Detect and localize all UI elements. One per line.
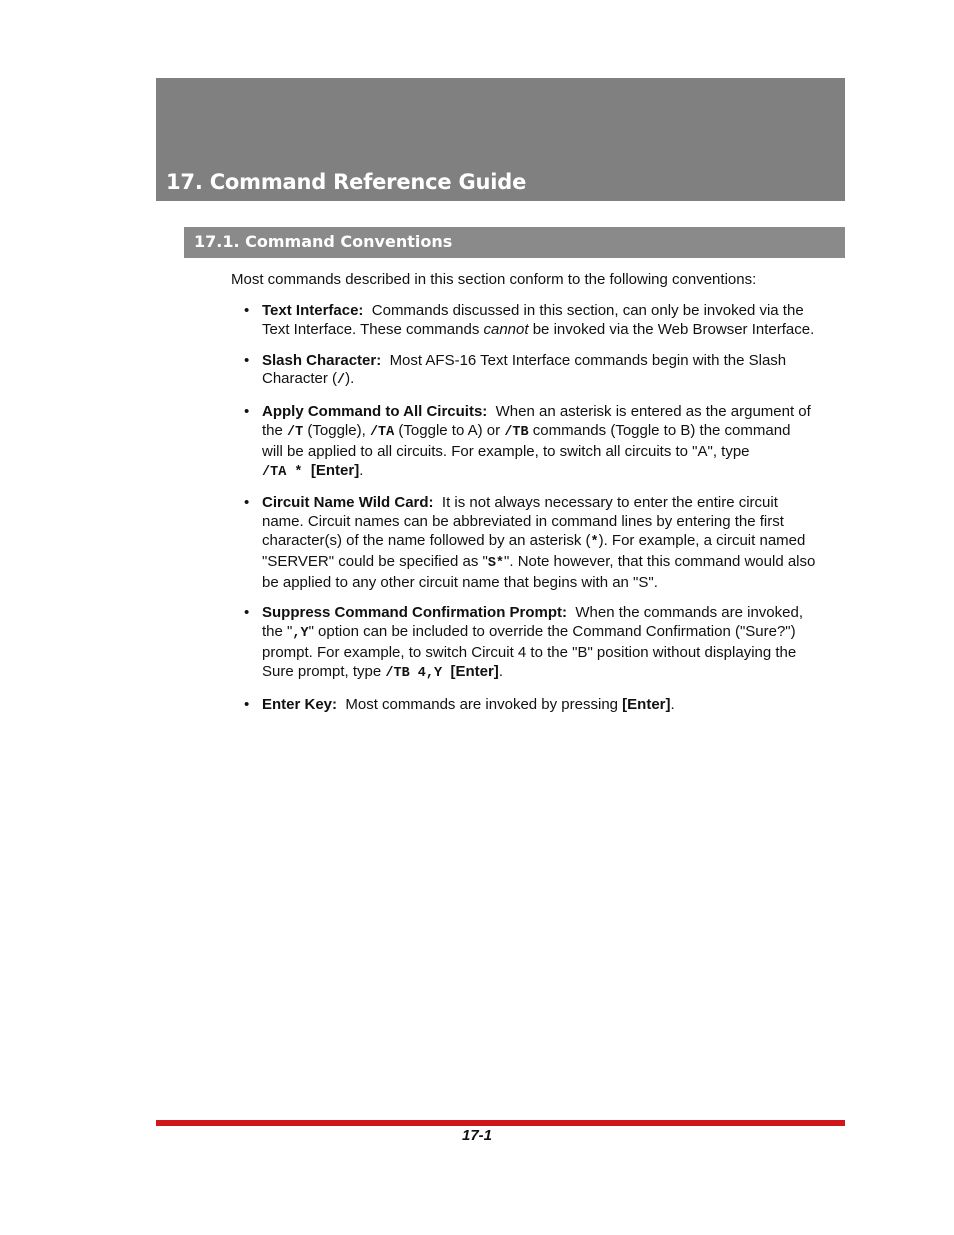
line — [262, 513, 847, 532]
line — [262, 443, 847, 462]
bullet-icon: • — [244, 604, 250, 622]
command-code: /TA * — [262, 464, 303, 480]
text: ". Note however, that this command would also — [504, 552, 816, 570]
line — [262, 663, 847, 684]
chapter-title: 17. Command Reference Guide — [166, 170, 527, 194]
line — [262, 352, 847, 371]
convention-suppress-confirmation — [244, 604, 847, 683]
command-code: * — [590, 534, 599, 550]
text: be invoked via the Web Browser Interface. — [528, 320, 815, 338]
convention-slash-character — [244, 352, 847, 392]
line — [262, 370, 847, 391]
line — [262, 604, 847, 623]
convention-term: Suppress Command Confirmation Prompt: — [262, 604, 568, 622]
text: Sure prompt, type — [262, 662, 386, 680]
convention-term: Slash Character: — [262, 351, 382, 369]
command-code: /T — [287, 424, 304, 440]
conventions-list — [244, 302, 847, 726]
convention-enter-key — [244, 696, 847, 715]
line — [262, 462, 847, 483]
emphasis: cannot — [483, 320, 529, 338]
convention-term: Text Interface: — [262, 302, 364, 319]
text: When the commands are invoked, — [575, 604, 803, 622]
convention-wild-card — [244, 494, 847, 592]
bullet-icon: • — [244, 403, 250, 421]
line — [262, 553, 847, 574]
bullet-icon: • — [244, 302, 250, 319]
line — [262, 532, 847, 553]
text: name. Circuit names can be abbreviated in command lines by entering the first — [262, 513, 784, 531]
text: "SERVER" could be specified as " — [262, 552, 488, 570]
text: (Toggle to A) or — [394, 421, 505, 439]
text: will be applied to all circuits. For example, to switch all circuits to "A", type — [262, 442, 750, 460]
line — [262, 302, 847, 321]
text: commands (Toggle to B) the command — [528, 421, 791, 439]
key-label: [Enter] — [450, 662, 499, 680]
text: " option can be included to override the Command Confirmation ("Sure?") — [308, 623, 796, 641]
text: When an asterisk is entered as the argument of — [495, 403, 811, 421]
command-code: ,Y — [292, 626, 309, 642]
line — [262, 321, 847, 340]
text: the " — [262, 623, 293, 641]
convention-text-interface — [244, 302, 847, 340]
text: . — [498, 662, 503, 680]
section-title: 17.1. Command Conventions — [194, 232, 453, 251]
line — [262, 644, 847, 663]
text: (Toggle), — [303, 421, 370, 439]
text: Commands discussed in this section, can only be invoked via the — [371, 302, 804, 319]
command-code: S* — [487, 555, 505, 571]
command-code: /TB 4,Y — [385, 665, 443, 681]
text: Character ( — [262, 370, 338, 388]
key-label: [Enter] — [622, 695, 671, 713]
page-number: 17-1 — [461, 1127, 493, 1144]
text: ). For example, a circuit named — [598, 531, 806, 549]
line — [262, 574, 847, 593]
convention-term: Circuit Name Wild Card: — [262, 494, 434, 512]
line — [262, 494, 847, 513]
text: Most AFS-16 Text Interface commands begin with the Slash — [389, 351, 787, 369]
convention-term: Enter Key: — [262, 695, 338, 713]
text: It is not always necessary to enter the entire circuit — [441, 494, 778, 512]
text: Text Interface. These commands — [262, 320, 484, 338]
footer-rule — [156, 1120, 845, 1126]
text: . — [670, 695, 675, 713]
intro-paragraph: Most commands described in this section conform to the following conventions: — [231, 271, 757, 288]
command-code: / — [337, 373, 346, 389]
command-code: /TA — [369, 424, 395, 440]
line — [262, 422, 847, 443]
text: prompt. For example, to switch Circuit 4 to the "B" position without displaying the — [262, 643, 797, 661]
bullet-icon: • — [244, 695, 250, 713]
command-code: /TB — [504, 424, 529, 440]
text: be applied to any other circuit name that begins with an "S". — [262, 573, 658, 591]
line — [262, 623, 847, 644]
convention-apply-all-circuits — [244, 403, 847, 482]
line — [262, 696, 847, 715]
text: ). — [345, 370, 355, 388]
bullet-icon: • — [244, 351, 250, 369]
text: . — [359, 461, 364, 479]
text: the — [262, 421, 288, 439]
text: Most commands are invoked by pressing — [345, 695, 623, 713]
text: character(s) of the name followed by an asterisk ( — [262, 531, 591, 549]
convention-term: Apply Command to All Circuits: — [262, 403, 488, 421]
key-label: [Enter] — [310, 461, 360, 479]
line — [262, 403, 847, 422]
bullet-icon: • — [244, 494, 250, 512]
